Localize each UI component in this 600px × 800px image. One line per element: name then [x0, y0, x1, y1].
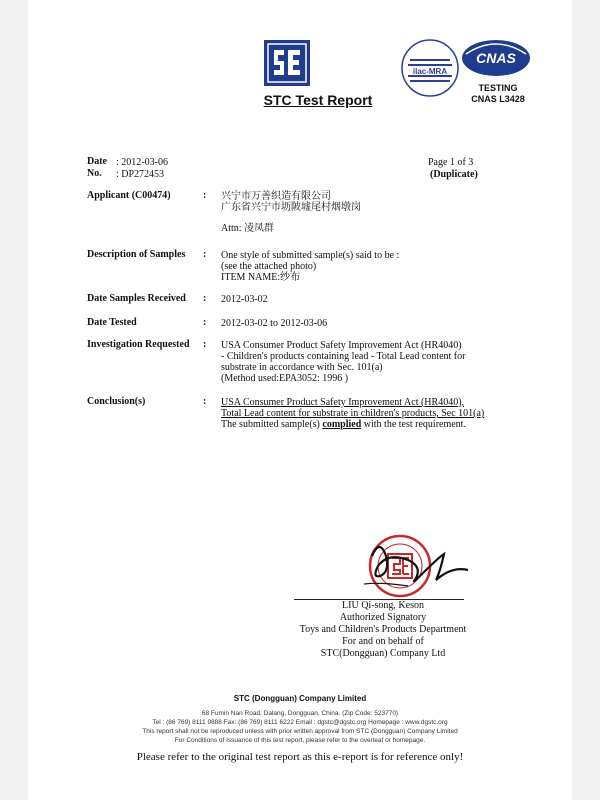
cnas-number: CNAS L3428	[471, 94, 525, 104]
investigation-line-2: - Children's products containing lead - Total Lead content for	[221, 351, 466, 362]
report-title: STC Test Report	[263, 92, 373, 108]
investigation-colon: :	[203, 339, 207, 350]
cnas-logo-icon	[460, 38, 532, 78]
date-received-value: 2012-03-02	[221, 294, 268, 305]
testing-text: TESTING	[478, 83, 518, 93]
cnas-text: CNAS	[476, 50, 516, 66]
signatory-department: Toys and Children's Products Department	[299, 624, 467, 635]
description-line-3: ITEM NAME:纱布	[221, 272, 301, 283]
conclusion-label: Conclusion(s)	[87, 396, 146, 407]
stc-logo-icon	[264, 40, 310, 86]
signature-and-seal-icon	[312, 526, 482, 606]
signatory-company: STC(Dongguan) Company Ltd	[320, 648, 446, 659]
applicant-label: Applicant (C00474)	[87, 190, 171, 201]
investigation-line-3: substrate in accordance with Sec. 101(a)	[221, 362, 383, 373]
footer-address: 68 Fumin Nan Road, Dalang, Dongguan, China. (Zip Code: 523770)	[201, 710, 399, 717]
footer-contact: Tel : (86 769) 8111 9888 Fax: (86 769) 8111 6222 Email : dgstc@dgstc.org Homepage : www.dgstc.org	[152, 719, 448, 726]
investigation-line-1: USA Consumer Product Safety Improvement Act (HR4040)	[221, 340, 462, 351]
applicant-attn: Attn: 凌凤群	[221, 223, 275, 234]
date-tested-value: 2012-03-02 to 2012-03-06	[221, 318, 328, 329]
signatory-title: Authorized Signatory	[339, 612, 427, 623]
investigation-line-4: (Method used:EPA3052: 1996 )	[221, 373, 349, 384]
testing-label	[458, 83, 538, 105]
description-line-2: (see the attached photo)	[221, 261, 317, 272]
date-label: Date	[87, 156, 107, 167]
no-label: No.	[87, 168, 102, 179]
applicant-address: 广东省兴宁市坜陂墟尾村烟墩岗	[221, 202, 361, 213]
date-value: : 2012-03-06	[116, 157, 168, 168]
footer-company: STC (Dongguan) Company Limited	[233, 694, 367, 703]
conclusion-line-2: Total Lead content for substrate in children's products, Sec 101(a)	[221, 408, 485, 419]
date-received-label: Date Samples Received	[87, 293, 186, 304]
investigation-label: Investigation Requested	[87, 339, 190, 350]
signatory-name: LIU Qi-song, Keson	[342, 600, 424, 611]
footer-conditions-note: For Conditions of Issuance of this test report, please refer to the overleaf or homepage.	[174, 737, 426, 744]
description-colon: :	[203, 249, 207, 260]
signatory-behalf: For and on behalf of	[342, 636, 424, 647]
date-tested-colon: :	[203, 317, 207, 328]
signatory-block	[288, 600, 478, 660]
conclusion-line-1: USA Consumer Product Safety Improvement Act (HR4040),	[221, 397, 465, 408]
applicant-colon: :	[203, 190, 207, 201]
ilac-mra-logo-icon	[400, 38, 460, 98]
date-tested-label: Date Tested	[87, 317, 137, 328]
page-indicator: Page 1 of 3	[428, 157, 474, 168]
no-value: : DP272453	[116, 169, 165, 180]
description-label: Description of Samples	[87, 249, 186, 260]
report-page	[28, 0, 572, 800]
footer-reproduction-note: This report shall not be reproduced unless with prior written approval from STC (Dongguan) Company Limited	[142, 728, 458, 735]
description-line-1: One style of submitted sample(s) said to be :	[221, 250, 400, 261]
footer-reference-note: Please refer to the original test report as this e-report is for reference only!	[136, 751, 464, 763]
conclusion-line-3	[221, 419, 466, 430]
conclusion-prefix: The submitted sample(s)	[221, 419, 323, 430]
ilac-mra-text: ilac-MRA	[412, 67, 448, 76]
conclusion-suffix: with the test requirement.	[361, 419, 466, 430]
conclusion-status: complied	[322, 419, 362, 430]
applicant-name: 兴宁市万善织造有限公司	[221, 191, 331, 202]
date-received-colon: :	[203, 293, 207, 304]
conclusion-colon: :	[203, 396, 207, 407]
duplicate-label: (Duplicate)	[430, 169, 478, 180]
